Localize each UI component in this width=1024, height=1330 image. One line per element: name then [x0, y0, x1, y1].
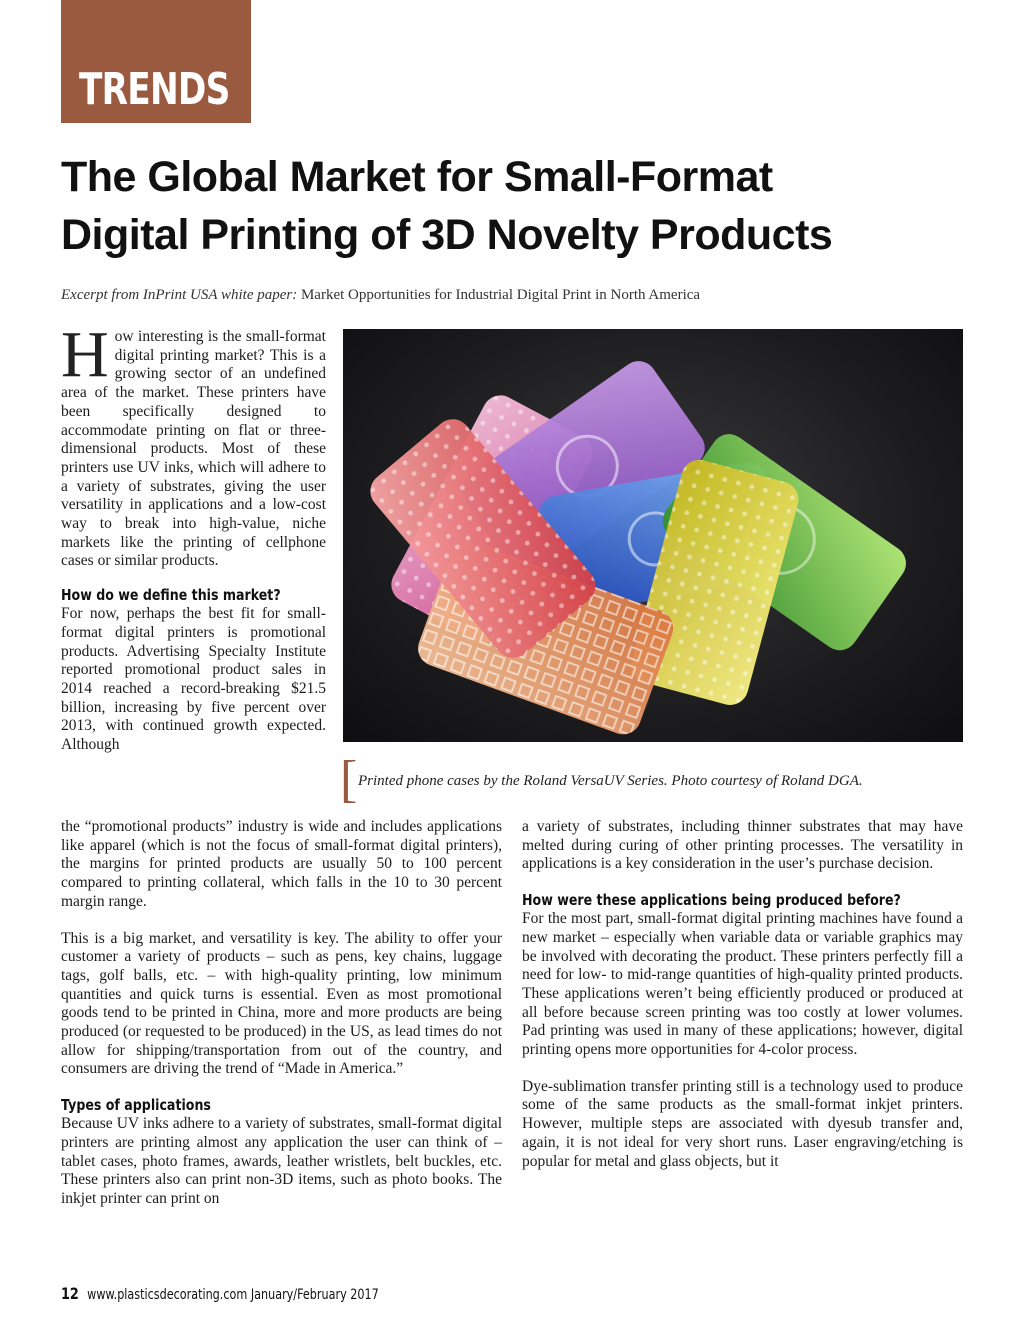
section-tag-label: TRENDS: [79, 64, 230, 115]
excerpt-prefix: Excerpt from InPrint USA white paper:: [61, 287, 298, 303]
left-column: [61, 818, 502, 1209]
right-column: [522, 818, 963, 1171]
section-heading-produced-before: How were these applications being produced before?: [522, 891, 901, 910]
section2-paragraph: Because UV inks adhere to a variety of substrates, small-format digital printers are printing almost any application the user can think of – tablet cases, photo frames, awards, leather wristlets, belt buckles, etc. These printers also can print non-3D items, such as photo books. The inkjet printer can print on: [61, 1115, 502, 1207]
section1-continued: the “promotional products” industry is wide and includes applications like apparel (which is not the focus of small-format digital printers), the margins for printed products are usually 50 to 100 percent compared to printing collateral, which falls in the 10 to 30 percent margin range.: [61, 818, 502, 910]
excerpt-line: [61, 285, 981, 305]
phone-cases-photo: [343, 329, 963, 742]
caption-bracket-icon: [: [340, 751, 358, 808]
page-number: 12: [61, 1284, 79, 1303]
section-heading-types: Types of applications: [61, 1096, 211, 1115]
intro-text: ow interesting is the small-format digital printing market? This is a growing sector of an undefined area of the market. These printers have been specifically designed to accommodate printing on flat or three-dimensional products. Most of these printers use UV inks, which will adhere to a variety of substrates, giving the user versatility in applications and a low-cost way to break into high-value, niche markets like the printing of cellphone cases or similar products.: [61, 328, 326, 570]
intro-column: [61, 318, 326, 755]
right-paragraph-2: Dye-sublimation transfer printing still is a technology used to produce some of the same products as the small-format inkjet printers. However, multiple steps are associated with dyesub transfer and, again, it is not ideal for very short runs. Laser engraving/etching is popular for metal and glass objects, but it: [522, 1077, 963, 1170]
phone-cases-illustration: [343, 329, 963, 742]
footer-issue: January/February 2017: [250, 1287, 379, 1303]
photo-caption: Printed phone cases by the Roland VersaUV Series. Photo courtesy of Roland DGA.: [358, 773, 863, 789]
right-paragraph-1: For the most part, small-format digital printing machines have found a new market – especially when variable data or variable graphics may be involved with decorating the product. These printers perfectly fill a need for low- to mid-range quantities of high-quality printed products. These applications weren’t being efficiently produced or produced at all before because screen printing was too costly at lower volumes. Pad printing was used in many of these applications; however, digital printing opens more opportunities for 4-color process.: [522, 910, 963, 1059]
page-footer: [61, 1284, 379, 1303]
headline-line-1: The Global Market for Small-Format: [61, 153, 773, 201]
section1-paragraph-2: This is a big market, and versatility is key. The ability to offer your customer a variety of products – such as pens, key chains, luggage tags, golf balls, etc. – with high-quality printing, low minimum quantities and quick turns is essential. Even as most promotional goods tend to be printed in China, more and more products are being produced (or requested to be produced) in the US, as lead times do not allow for shipping/transportation from out of the country, and consumers are driving the trend of “Made in America.”: [61, 929, 502, 1078]
footer-site: www.plasticsdecorating.com: [87, 1287, 248, 1303]
section-tag: [61, 0, 251, 123]
article-headline: [61, 148, 961, 264]
section1-paragraph: For now, perhaps the best fit for small-format digital printers is promotional products. Advertising Specialty Institute reported promotional product sales in 2014 reached a record-breaking $21.5 billion, increasing by five percent over 2013, with continued growth expected. Although: [61, 605, 326, 754]
headline-line-2: Digital Printing of 3D Novelty Products: [61, 211, 833, 259]
drop-cap: H: [61, 318, 109, 391]
intro-paragraph: [61, 318, 326, 571]
right-continued: a variety of substrates, including thinner substrates that may have melted during curing of other printing processes. The versatility in applications is a key consideration in the user’s purchase decision.: [522, 818, 963, 873]
section-heading-define-market: How do we define this market?: [61, 586, 281, 605]
excerpt-source: Market Opportunities for Industrial Digital Print in North America: [300, 287, 701, 303]
